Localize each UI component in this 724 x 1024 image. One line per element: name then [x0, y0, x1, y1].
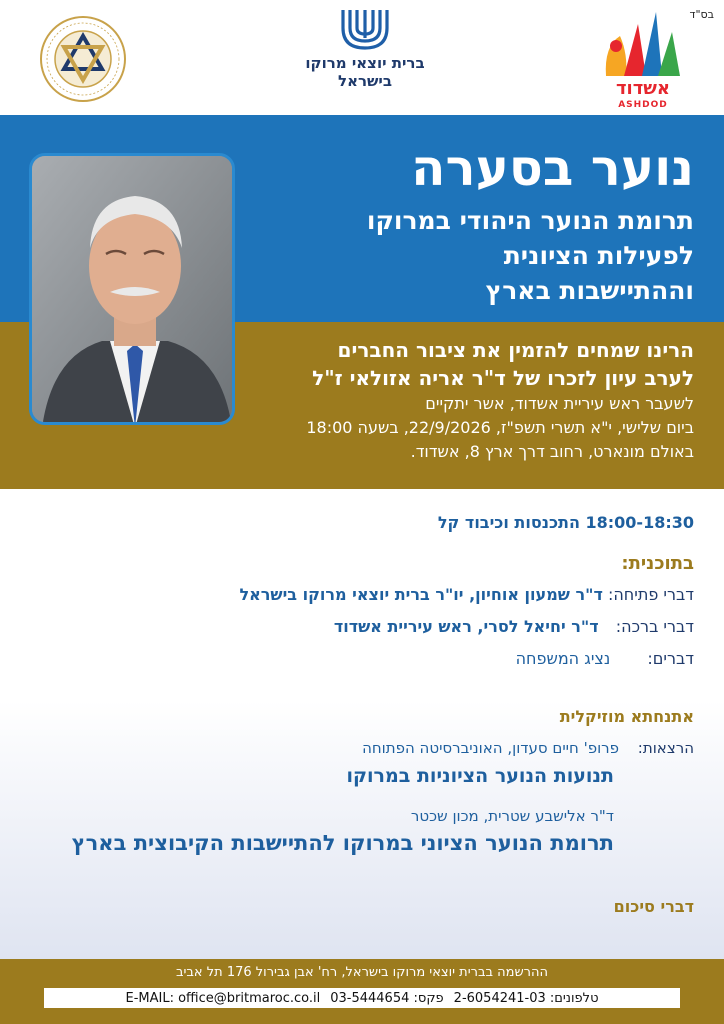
lecture1-speaker: פרופ' חיים סעדון, האוניברסיטה הפתוחה — [362, 739, 620, 757]
lectures-label: הרצאות: — [637, 739, 694, 757]
opening-label: דברי פתיחה: — [607, 585, 694, 604]
invitation-line: לערב עיון לזכרו של ד"ר אריה אזולאי ז"ל — [312, 366, 694, 390]
invitation-line: הרינו שמחים להזמין את ציבור החברים — [337, 338, 694, 362]
greeting-speaker: ד"ר יחיאל לסרי, ראש עיריית אשדוד — [333, 617, 599, 636]
phone-numbers: טלפונים: 2-6054241-03 — [453, 990, 599, 1006]
words-label: דברים: — [647, 649, 694, 668]
brit-yotzei-maroc-logo — [295, 8, 435, 108]
bsd-mark: בס"ד — [689, 8, 714, 21]
footer — [0, 959, 724, 1024]
program-section — [0, 489, 724, 959]
lecture1-item — [362, 739, 694, 757]
opening-item — [239, 585, 694, 604]
invitation-text — [254, 336, 694, 464]
words-item — [516, 649, 694, 668]
reception-time: 18:00-18:30 התכנסות וכיבוד קל — [437, 513, 694, 532]
invitation-line: לשעבר ראש עיריית אשדוד, אשר יתקיים — [425, 394, 694, 413]
ashdod-logo — [598, 6, 688, 110]
subtitle-line: וההתיישבות בארץ — [485, 276, 694, 305]
greeting-item — [334, 617, 694, 636]
words-speaker: נציג המשפחה — [515, 649, 611, 668]
portrait-photo — [29, 153, 235, 425]
org-name-line2: בישראל — [338, 72, 392, 90]
lecture2-speaker: ד"ר אלישבע שטרית, מכון שכטר — [410, 807, 614, 825]
email-address[interactable]: E-MAIL: office@britmaroc.co.il — [125, 990, 321, 1006]
fax-number: פקס: 03-5444654 — [330, 990, 444, 1006]
greeting-label: דברי ברכה: — [615, 617, 694, 636]
subtitle-line: תרומת הנוער היהודי במרוקו — [366, 206, 694, 235]
program-heading: בתוכנית: — [621, 553, 694, 574]
org-name-line1: ברית יוצאי מרוקו — [305, 54, 425, 72]
opening-speaker: ד"ר שמעון אוחיון, יו"ר ברית יוצאי מרוקו בישראל — [239, 585, 603, 604]
closing-remarks: דברי סיכום — [613, 897, 694, 916]
event-subtitle — [274, 203, 694, 308]
registration-info: ההרשמה בברית יוצאי מרוקו בישראל, רח' אבן גבירול 176 תל אביב — [175, 965, 548, 980]
lecture1-title: תנועות הנוער הציוניות במרוקו — [346, 765, 614, 787]
header — [0, 0, 724, 115]
ashdod-city-emblem-icon — [598, 6, 688, 78]
ashdod-english-name: ASHDOD — [618, 100, 668, 110]
event-date-line: ביום שלישי, י"א תשרי תשפ"ז, 22/9/2026, בשעה 18:00 — [306, 418, 694, 437]
subtitle-line: לפעילות הציונית — [503, 241, 694, 270]
contact-bar — [44, 988, 680, 1008]
lecture2-title: תרומת הנוער הציוני במרוקו להתיישבות הקיבוצית בארץ — [71, 831, 614, 855]
menorah-icon — [339, 8, 391, 50]
event-title: נוער בסערה — [411, 139, 694, 197]
ashdod-hebrew-name: אשדוד — [615, 78, 671, 99]
event-location-line: באולם מונארט, רחוב דרך ארץ 8, אשדוד. — [410, 442, 694, 461]
portrait-illustration — [32, 156, 235, 425]
zionist-federation-seal-icon — [38, 14, 128, 104]
music-interlude: אתנחתא מוזיקלית — [559, 707, 694, 726]
